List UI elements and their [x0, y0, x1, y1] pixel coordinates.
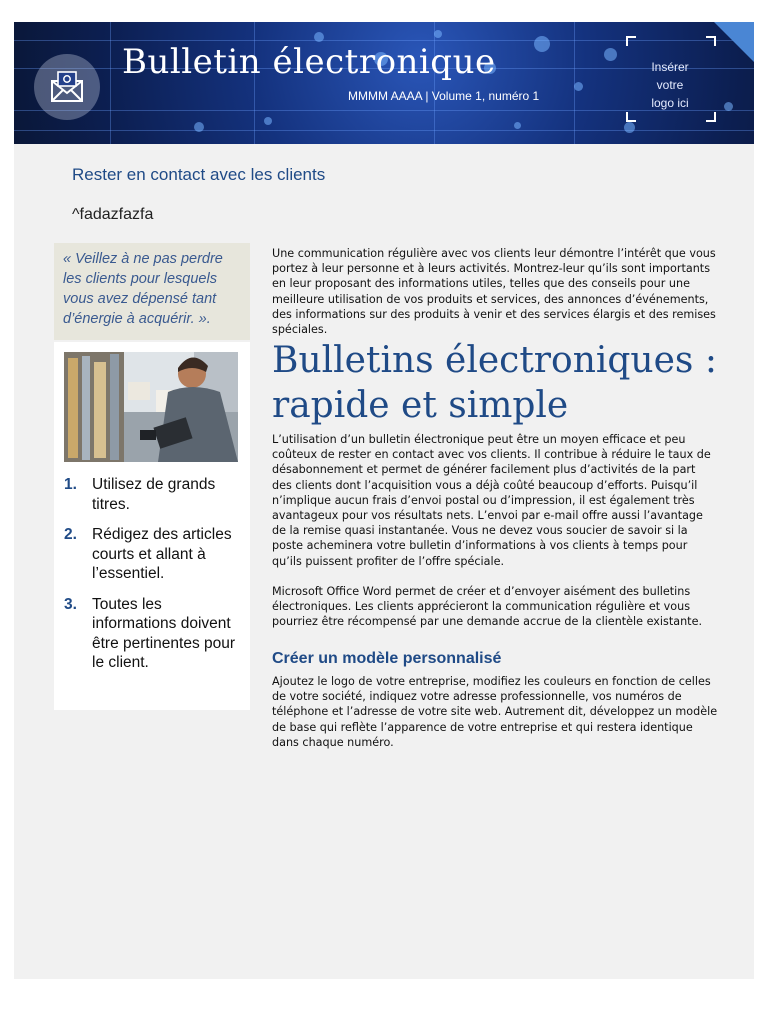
- article-paragraph[interactable]: Microsoft Office Word permet de créer et d’envoyer aisément des bulletins électroniques. Les clients apprécieront la communication régulière et vous pourriez être récompensé par une demande accrue de la clientèle existante.: [272, 585, 703, 629]
- list-item-text: Rédigez des articles courts et allant à l’essentiel.: [92, 526, 232, 582]
- list-number: 3.: [64, 595, 77, 613]
- pull-quote-text: « Veillez à ne pas perdre les clients pour lesquels vous avez dépensé tant d’énergie à acquérir. ».: [63, 251, 223, 327]
- photo-illustration: [64, 352, 238, 462]
- logo-placeholder[interactable]: [626, 36, 716, 122]
- section-heading[interactable]: Rester en contact avec les clients: [72, 165, 326, 184]
- list-item[interactable]: [64, 595, 246, 673]
- corner-fold: [714, 22, 754, 62]
- article-paragraph[interactable]: Ajoutez le logo de votre entreprise, modifiez les couleurs en fonction de celles de votre société, indiquez votre adresse professionnelle, vos numéros de téléphone et l’adresse de votre site web. Autrement dit, développez un modèle de base qui reflète l’apparence de votre entreprise et qui restera identique dans chaque numéro.: [272, 675, 718, 749]
- newsletter-title: Bulletin électronique: [122, 42, 496, 82]
- list-item[interactable]: [64, 475, 246, 514]
- list-number: 1.: [64, 476, 77, 493]
- intro-paragraph[interactable]: Une communication régulière avec vos clients leur démontre l’intérêt que vous portez à leur personne et à leurs activités. Montrez-leur qu’ils sont importants en leur proposant des informations utiles, telles que des conseils pour une meilleure utilisation de vos produits et services, des annonces d’événements, des informations sur des produits à venir et des services élargis et des remises spéciales.: [272, 247, 716, 337]
- list-item-text: Toutes les informations doivent être pertinentes pour le client.: [92, 595, 236, 671]
- logo-placeholder-text: Insérer votre logo ici: [651, 60, 689, 110]
- article-paragraph[interactable]: L’utilisation d’un bulletin électronique peut être un moyen efficace et peu coûteux de rester en contact avec vos clients. Il contribue à réduire le taux de désabonnement et permet de générer facilement plus d’activités de la part des clients dont l’acquisition vous a déjà coûté beaucoup d’efforts. Puisqu’il n’implique aucun frais d’envoi postal ou d’impression, il est également très avantageux pour vos résultats nets. L’envoi par e-mail offre aussi l’avantage de la remise quasi instantanée. Vous ne devez vous soucier de savoir si la poste acheminera votre bulletin d’informations à vos clients à temps pour qu’ils puissent profiter de l’offre spéciale.: [272, 433, 711, 568]
- list-item[interactable]: [64, 525, 246, 584]
- header-banner: [14, 22, 754, 144]
- issue-info: MMMM AAAA | Volume 1, numéro 1: [348, 89, 540, 103]
- pull-quote[interactable]: [54, 243, 250, 340]
- envelope-at-icon: [49, 69, 85, 105]
- sidebar-panel: [54, 342, 250, 710]
- mail-icon-badge: [34, 54, 100, 120]
- warehouse-photo[interactable]: [64, 352, 238, 462]
- typed-text[interactable]: ^fadazfazfa: [72, 206, 154, 223]
- article-title[interactable]: Bulletins électroniques : rapide et simple: [272, 340, 717, 426]
- list-number: 2.: [64, 526, 77, 543]
- list-item-text: Utilisez de grands titres.: [92, 476, 216, 513]
- document-page: [14, 22, 754, 979]
- tips-list: [64, 475, 246, 684]
- article-subheading[interactable]: Créer un modèle personnalisé: [272, 650, 502, 667]
